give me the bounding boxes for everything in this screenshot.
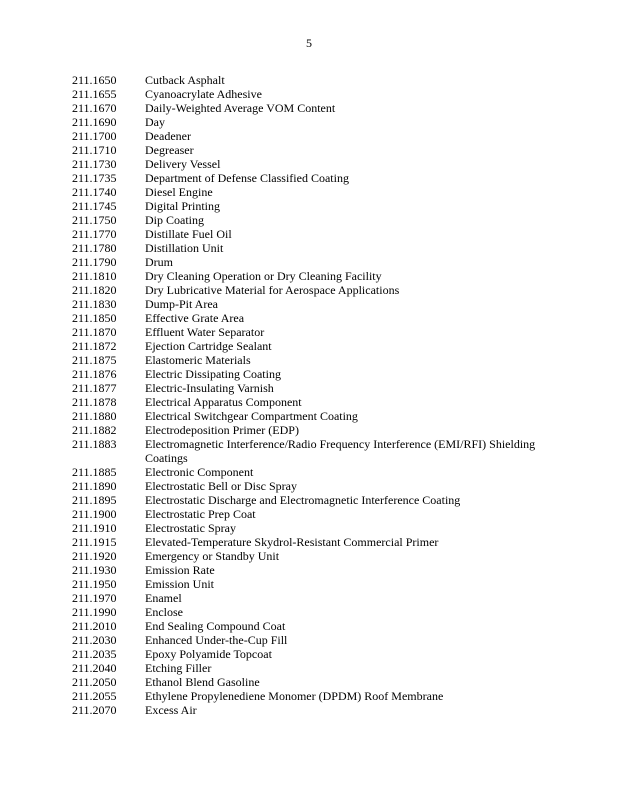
- section-entry: [72, 675, 552, 689]
- section-number: 211.1770: [72, 227, 117, 241]
- section-term: Electrostatic Bell or Disc Spray: [145, 479, 297, 493]
- section-term: Enamel: [145, 591, 182, 605]
- section-term: Electric-Insulating Varnish: [145, 381, 274, 395]
- section-term: Electrodeposition Primer (EDP): [145, 423, 299, 437]
- section-entry: [72, 479, 552, 493]
- section-term: Electric Dissipating Coating: [145, 367, 281, 381]
- section-number: 211.2035: [72, 647, 117, 661]
- section-term: Dump-Pit Area: [145, 297, 218, 311]
- section-number: 211.1875: [72, 353, 117, 367]
- page-number: 5: [306, 36, 312, 50]
- section-term: Distillation Unit: [145, 241, 224, 255]
- section-entry: [72, 549, 552, 563]
- section-entry: [72, 171, 552, 185]
- section-term: Degreaser: [145, 143, 194, 157]
- section-term: Excess Air: [145, 703, 197, 717]
- section-entry: [72, 227, 552, 241]
- section-number: 211.2010: [72, 619, 117, 633]
- section-entry: [72, 521, 552, 535]
- section-entry: [72, 129, 552, 143]
- section-number: 211.1880: [72, 409, 117, 423]
- section-term: Emission Unit: [145, 577, 215, 591]
- section-entry: [72, 101, 552, 115]
- section-entry: [72, 185, 552, 199]
- section-term: Cutback Asphalt: [145, 73, 225, 87]
- section-entry: [72, 283, 552, 297]
- section-term: Ejection Cartridge Sealant: [145, 339, 272, 353]
- section-number: 211.2070: [72, 703, 117, 717]
- section-number: 211.1890: [72, 479, 117, 493]
- section-term: Cyanoacrylate Adhesive: [145, 87, 262, 101]
- section-number: 211.1735: [72, 171, 117, 185]
- section-entry: [72, 605, 552, 619]
- section-number: 211.1877: [72, 381, 117, 395]
- section-term: Digital Printing: [145, 199, 220, 213]
- section-entry: [72, 311, 552, 325]
- section-number: 211.1820: [72, 283, 117, 297]
- section-number: 211.1810: [72, 269, 117, 283]
- section-term: Delivery Vessel: [145, 157, 221, 171]
- section-number: 211.1910: [72, 521, 117, 535]
- section-entry: [72, 255, 552, 269]
- section-number: 211.2040: [72, 661, 117, 675]
- section-number: 211.1730: [72, 157, 117, 171]
- section-entry: [72, 115, 552, 129]
- section-entry: [72, 647, 552, 661]
- section-number: 211.1883: [72, 437, 117, 451]
- section-entry: [72, 73, 552, 87]
- section-number: 211.1790: [72, 255, 117, 269]
- section-number: 211.1850: [72, 311, 117, 325]
- section-number: 211.1882: [72, 423, 117, 437]
- section-term: Electrical Switchgear Compartment Coating: [145, 409, 358, 423]
- section-number: 211.1930: [72, 563, 117, 577]
- section-entry: [72, 633, 552, 647]
- section-term: Electrostatic Discharge and Electromagnetic Interference Coating: [145, 493, 461, 507]
- section-term: Etching Filler: [145, 661, 212, 675]
- section-term: End Sealing Compound Coat: [145, 619, 286, 633]
- section-entry: [72, 619, 552, 633]
- section-term: Ethanol Blend Gasoline: [145, 675, 260, 689]
- section-term: Elevated-Temperature Skydrol-Resistant Commercial Primer: [145, 535, 439, 549]
- section-number: 211.1920: [72, 549, 117, 563]
- section-term: Epoxy Polyamide Topcoat: [145, 647, 272, 661]
- section-entry: [72, 353, 552, 367]
- section-term: Drum: [145, 255, 173, 269]
- section-number: 211.1876: [72, 367, 117, 381]
- section-term: Enclose: [145, 605, 183, 619]
- section-number: 211.1750: [72, 213, 117, 227]
- section-number: 211.1830: [72, 297, 117, 311]
- section-term: Effective Grate Area: [145, 311, 245, 325]
- section-term: Dry Cleaning Operation or Dry Cleaning Facility: [145, 269, 382, 283]
- section-number: 211.1780: [72, 241, 117, 255]
- section-number: 211.1745: [72, 199, 117, 213]
- section-term: Ethylene Propylenediene Monomer (DPDM) Roof Membrane: [145, 689, 444, 703]
- section-number: 211.1670: [72, 101, 117, 115]
- section-term: Electrical Apparatus Component: [145, 395, 302, 409]
- section-entry: [72, 577, 552, 591]
- section-entry: [72, 87, 552, 101]
- section-entry: [72, 465, 552, 479]
- section-entry: [72, 199, 552, 213]
- section-entry: [72, 703, 552, 717]
- section-number: 211.1650: [72, 73, 117, 87]
- section-entry: [72, 157, 552, 171]
- section-number: 211.1885: [72, 465, 117, 479]
- section-entry: [72, 213, 552, 227]
- section-term: Deadener: [145, 129, 191, 143]
- section-entry: [72, 143, 552, 157]
- section-number: 211.1895: [72, 493, 117, 507]
- section-entry: [72, 409, 552, 423]
- section-term: Dry Lubricative Material for Aerospace Applications: [145, 283, 400, 297]
- section-number: 211.1915: [72, 535, 117, 549]
- section-entry: [72, 493, 552, 507]
- section-number: 211.1655: [72, 87, 117, 101]
- section-entry: [72, 367, 552, 381]
- section-entry: [72, 325, 552, 339]
- section-number: 211.1970: [72, 591, 117, 605]
- section-entry: [72, 269, 552, 283]
- section-entry: [72, 395, 552, 409]
- section-entry: [72, 437, 552, 465]
- section-entry: [72, 339, 552, 353]
- section-number: 211.2030: [72, 633, 117, 647]
- section-number: 211.1878: [72, 395, 117, 409]
- section-number: 211.1990: [72, 605, 117, 619]
- section-entry: [72, 241, 552, 255]
- section-entry: [72, 689, 552, 703]
- section-term: Effluent Water Separator: [145, 325, 265, 339]
- section-term: Diesel Engine: [145, 185, 213, 199]
- section-term: Emergency or Standby Unit: [145, 549, 280, 563]
- section-entry: [72, 591, 552, 605]
- definitions-list: [72, 73, 552, 717]
- section-term: Day: [145, 115, 165, 129]
- section-entry: [72, 507, 552, 521]
- section-number: 211.1870: [72, 325, 117, 339]
- section-number: 211.1900: [72, 507, 117, 521]
- section-entry: [72, 563, 552, 577]
- section-term: Daily-Weighted Average VOM Content: [145, 101, 336, 115]
- section-number: 211.1700: [72, 129, 117, 143]
- section-entry: [72, 423, 552, 437]
- section-term: Electromagnetic Interference/Radio Frequency Interference (EMI/RFI) Shielding Coatings: [145, 437, 536, 465]
- section-number: 211.1872: [72, 339, 117, 353]
- section-term: Dip Coating: [145, 213, 204, 227]
- section-term: Electrostatic Spray: [145, 521, 236, 535]
- section-number: 211.2055: [72, 689, 117, 703]
- section-number: 211.1710: [72, 143, 117, 157]
- section-term: Distillate Fuel Oil: [145, 227, 232, 241]
- section-term: Electrostatic Prep Coat: [145, 507, 256, 521]
- section-term: Electronic Component: [145, 465, 254, 479]
- section-term: Emission Rate: [145, 563, 215, 577]
- section-entry: [72, 535, 552, 549]
- section-entry: [72, 297, 552, 311]
- section-entry: [72, 661, 552, 675]
- section-number: 211.1950: [72, 577, 117, 591]
- section-number: 211.1690: [72, 115, 117, 129]
- section-term: Enhanced Under-the-Cup Fill: [145, 633, 288, 647]
- section-number: 211.1740: [72, 185, 117, 199]
- section-term: Elastomeric Materials: [145, 353, 251, 367]
- section-number: 211.2050: [72, 675, 117, 689]
- section-term: Department of Defense Classified Coating: [145, 171, 349, 185]
- section-entry: [72, 381, 552, 395]
